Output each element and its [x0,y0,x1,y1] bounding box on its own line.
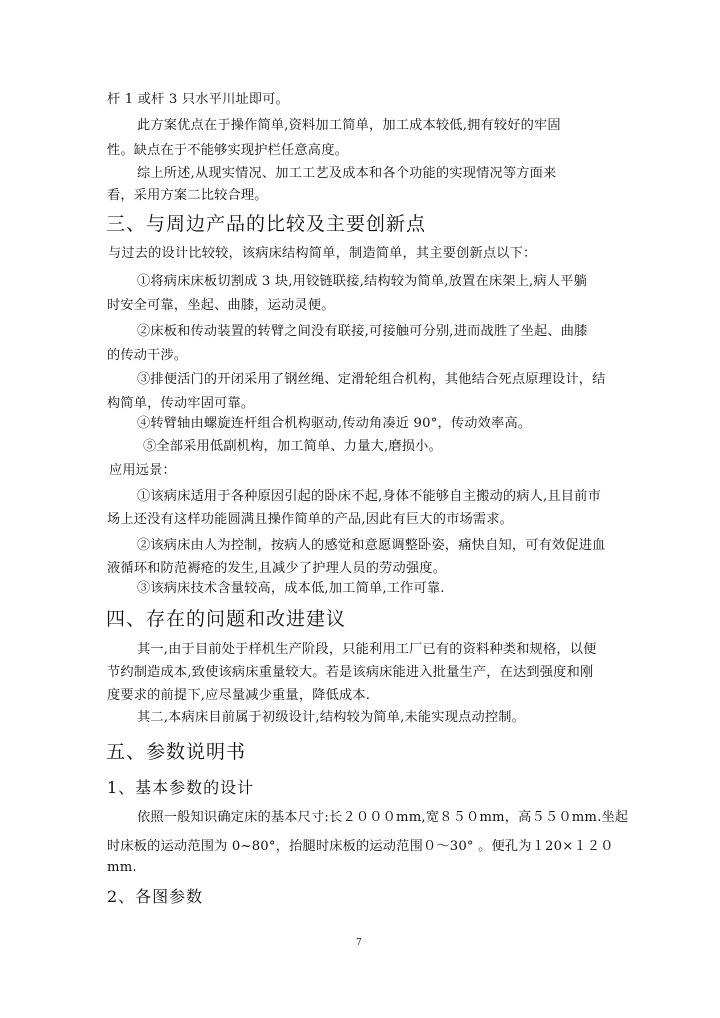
page-number: 7 [356,938,362,948]
body-line: 液循环和防范褥疮的发生,且减少了护理人员的劳动强度。 [107,561,447,576]
body-line: 的传动干涉。 [107,348,188,363]
body-line: 看，采用方案二比较合理。 [107,188,268,203]
body-line: ②床板和传动装置的转臂之间没有联接,可接触可分别,进而战胜了坐起、曲膝 [137,324,588,339]
body-line: ③该病床技术含量较高，成本低,加工简单,工作可靠. [137,581,445,596]
body-line: 场上还没有这样功能圆满且操作简单的产品,因此有巨大的市场需求。 [107,512,514,527]
subsection-heading: 2、各图参数 [107,887,204,906]
body-line: 与过去的设计比较较，该病床结构简单，制造简单，其主要创新点以下： [108,246,537,261]
body-line: ④转臂轴由螺旋连杆组合机构驱动,传动角凑近 90°，传动效率高。 [137,416,532,431]
body-line: 性。缺点在于不能够实现护栏任意高度。 [107,143,348,158]
body-line: ⑤全部采用低副机构，加工简单、力量大,磨损小。 [143,439,442,454]
body-line: 应用远景： [109,463,176,478]
section-heading: 四、存在的问题和改进建议 [106,608,347,630]
body-line: 时床板的运动范围为 0~80°，抬腿时床板的运动范围０～30° 。便孔为１20×１２０ [107,839,614,854]
body-line: 杆 1 或杆 3 只水平川址即可。 [107,92,290,107]
body-line: mm. [107,860,137,875]
body-line: ①将病床床板切割成 3 块,用铰链联接,结构较为简单,放置在床架上,病人平躺 [137,274,587,289]
body-line: 综上所述,从现实情况、加工工艺及成本和各个功能的实现情况等方面来 [137,166,557,181]
body-line: 其二,本病床目前属于初级设计,结构较为简单,未能实现点动控制。 [137,710,526,725]
body-line: ③排便活门的开闭采用了钢丝绳、定滑轮组合机构，其他结合死点原理设计，结 [137,372,606,387]
body-line: 构简单，传动牢固可靠。 [107,396,255,411]
body-line: ①该病床适用于各种原因引起的卧床不起,身体不能够自主搬动的病人,且目前市 [137,489,601,504]
body-line: 节约制造成本,致使该病床重量较大。若是该病床能进入批量生产，在达到强度和刚 [107,665,594,680]
body-line: ②该病床由人为控制，按病人的感觉和意愿调整卧姿，痛快自知，可有效促进血 [137,538,606,553]
subsection-heading: 1、基本参数的设计 [107,778,255,797]
body-line: 依照一般知识确定床的基本尺寸:长２０００mm,宽８５０mm，高５５０mm.坐起 [137,810,629,825]
section-heading: 三、与周边产品的比较及主要创新点 [106,213,427,235]
body-line: 此方案优点在于操作简单,资料加工简单，加工成本较低,拥有较好的牢固 [137,118,561,133]
section-heading: 五、参数说明书 [106,741,247,763]
body-line: 时安全可靠，坐起、曲膝，运动灵便。 [107,298,335,313]
body-line: 其一,由于目前处于样机生产阶段，只能利用工厂已有的资料种类和规格，以便 [137,642,597,657]
body-line: 度要求的前提下,应尽量减少重量，降低成本. [107,688,371,703]
